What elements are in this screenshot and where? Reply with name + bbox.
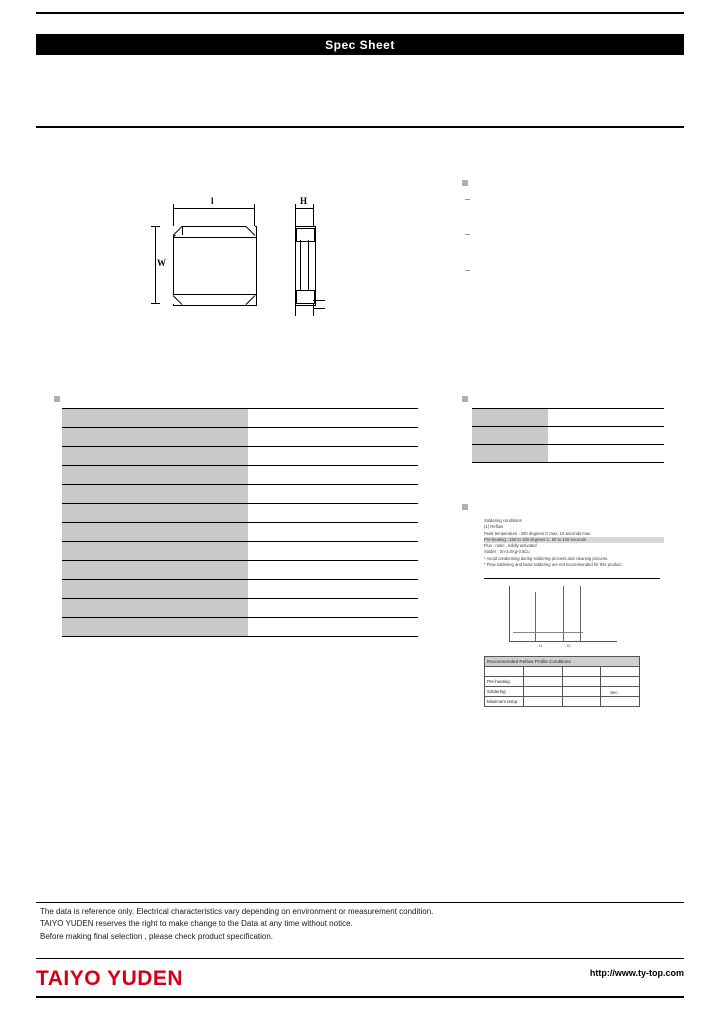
- dim-tick-right: [254, 204, 255, 213]
- table-row: [62, 428, 418, 447]
- spec-value: [248, 466, 418, 485]
- spec-value: [248, 447, 418, 466]
- cond-cell: [562, 697, 601, 707]
- cond-col-3: [601, 667, 640, 677]
- mini-key: [472, 427, 548, 445]
- table-row: [62, 599, 418, 618]
- dim-label-height: H: [300, 196, 308, 206]
- cond-row-label: Pre-heating: [485, 677, 524, 687]
- cond-table-title: Recommended Reflow Profile Conditions: [485, 657, 640, 667]
- mini-value: [548, 445, 664, 463]
- chart-marker-1: [535, 592, 536, 641]
- component-top-view: [173, 226, 257, 306]
- footer-disclaimer: [40, 906, 600, 943]
- spec-value: [248, 428, 418, 447]
- dim-line-height: [295, 208, 314, 209]
- cond-cell: [601, 697, 640, 707]
- spec-value: [248, 523, 418, 542]
- component-drawing: [145, 196, 345, 326]
- cond-unit-note: Sec.: [610, 690, 619, 695]
- dim-tick-bottom: [151, 303, 160, 304]
- spec-key: [62, 504, 248, 523]
- chart-curve: [513, 632, 583, 633]
- notes-divider: [484, 578, 660, 579]
- table-row: [62, 542, 418, 561]
- table-row: [62, 504, 418, 523]
- chart-segment-label-2: t2: [567, 643, 571, 648]
- cond-cell: [562, 677, 601, 687]
- dim-tick-h-left: [295, 204, 296, 213]
- table-row: [62, 523, 418, 542]
- spec-key: [62, 447, 248, 466]
- spec-key: [62, 466, 248, 485]
- disclaimer-line: TAIYO YUDEN reserves the right to make change to the Data at any time without notice.: [40, 919, 353, 929]
- disclaimer-line: Before making final selection , please check product specification.: [40, 931, 274, 941]
- chart-y-axis: [509, 586, 510, 642]
- note-dash-3: [465, 270, 470, 271]
- chart-segment-label-1: t1: [539, 643, 543, 648]
- reflow-condition-table: [484, 656, 640, 707]
- cond-col-2: [562, 667, 601, 677]
- note-dash-1: [465, 199, 470, 200]
- spec-key: [62, 542, 248, 561]
- spec-key: [62, 618, 248, 637]
- spec-value: [248, 561, 418, 580]
- note-line: Solder : Sn-3.0Ag-0.5Cu: [484, 549, 530, 555]
- mini-value: [548, 427, 664, 445]
- top-divider: [36, 12, 684, 14]
- dim-label-width: W: [157, 258, 166, 268]
- terminal-bottom: [296, 290, 315, 304]
- spec-value: [248, 618, 418, 637]
- page-title: Spec Sheet: [36, 34, 684, 55]
- dim-tick-left: [173, 204, 174, 213]
- dim-line-length: [173, 208, 255, 209]
- cond-cell: [523, 697, 562, 707]
- dimension-table: [472, 408, 664, 463]
- table-row: [62, 466, 418, 485]
- note-line: Pre-heating : 150 to 180 degrees C, 60 to 120 seconds: [484, 537, 664, 543]
- cond-row-label: Maximum temp.: [485, 697, 524, 707]
- square-bullet-icon-mini: [462, 396, 468, 402]
- note-line: (1) Reflow: [484, 524, 504, 530]
- spec-key: [62, 580, 248, 599]
- note-dash-2: [465, 234, 470, 235]
- spec-value: [248, 542, 418, 561]
- spec-key: [62, 428, 248, 447]
- note-line: Soldering conditions: [484, 518, 522, 523]
- spec-value: [248, 409, 418, 428]
- mini-key: [472, 445, 548, 463]
- dim-tick-top: [151, 226, 160, 227]
- soldering-notes: [484, 518, 664, 568]
- footer-divider-bottom: [36, 958, 684, 959]
- dim-label-length: l: [211, 196, 214, 206]
- spec-value: [248, 580, 418, 599]
- disclaimer-line: The data is reference only. Electrical characteristics vary depending on environment or measurement condition.: [40, 907, 434, 916]
- cond-cell: [523, 687, 562, 697]
- chart-x-axis: [509, 641, 617, 642]
- footer-divider-top: [36, 902, 684, 903]
- table-row: [485, 677, 640, 687]
- spec-value: [248, 504, 418, 523]
- extension-line-left: [173, 213, 174, 227]
- company-url[interactable]: http://www.ty-top.com: [589, 968, 684, 978]
- dim-tick-h-right: [313, 204, 314, 213]
- reflow-profile-chart: [505, 582, 625, 652]
- table-row: [62, 485, 418, 504]
- terminal-top: [296, 228, 315, 242]
- cond-col-0: [485, 667, 524, 677]
- spec-key: [62, 599, 248, 618]
- table-row: [485, 667, 640, 677]
- square-bullet-icon: [462, 180, 468, 186]
- spec-value: [248, 599, 418, 618]
- note-line: Peak temperature : 260 degrees C max, 10 seconds max.: [484, 530, 592, 536]
- spec-value: [248, 485, 418, 504]
- cond-cell: [562, 687, 601, 697]
- square-bullet-icon-spec: [54, 396, 60, 402]
- table-row: [472, 409, 664, 427]
- note-line: * Flow soldering and hand soldering are not recommended for this product.: [484, 562, 623, 568]
- bottom-divider: [36, 996, 684, 998]
- cond-col-1: [523, 667, 562, 677]
- note-line: Flux : rosin , mildly activated: [484, 543, 537, 549]
- table-row: [62, 409, 418, 428]
- table-row: [472, 445, 664, 463]
- cond-cell: [601, 687, 640, 697]
- table-row: [62, 561, 418, 580]
- table-row: [62, 580, 418, 599]
- table-row: [472, 427, 664, 445]
- table-row: [62, 618, 418, 637]
- mini-key: [472, 409, 548, 427]
- spec-key: [62, 523, 248, 542]
- square-bullet-icon-reflow: [462, 504, 468, 510]
- mini-value: [548, 409, 664, 427]
- header-divider: [36, 126, 684, 128]
- spec-key: [62, 485, 248, 504]
- table-header-row: [485, 657, 640, 667]
- spec-key: [62, 561, 248, 580]
- dim-line-width: [155, 226, 156, 304]
- note-line: * Avoid condensing during soldering process and cleaning process.: [484, 555, 609, 561]
- table-row: [485, 697, 640, 707]
- table-row: [62, 447, 418, 466]
- cond-cell: [601, 677, 640, 687]
- spec-key: [62, 409, 248, 428]
- specification-table: [62, 408, 418, 637]
- cond-row-label: Soldering: [485, 687, 524, 697]
- extension-line-right: [254, 213, 255, 227]
- company-logo: TAIYO YUDEN: [36, 967, 184, 990]
- cond-cell: [523, 677, 562, 687]
